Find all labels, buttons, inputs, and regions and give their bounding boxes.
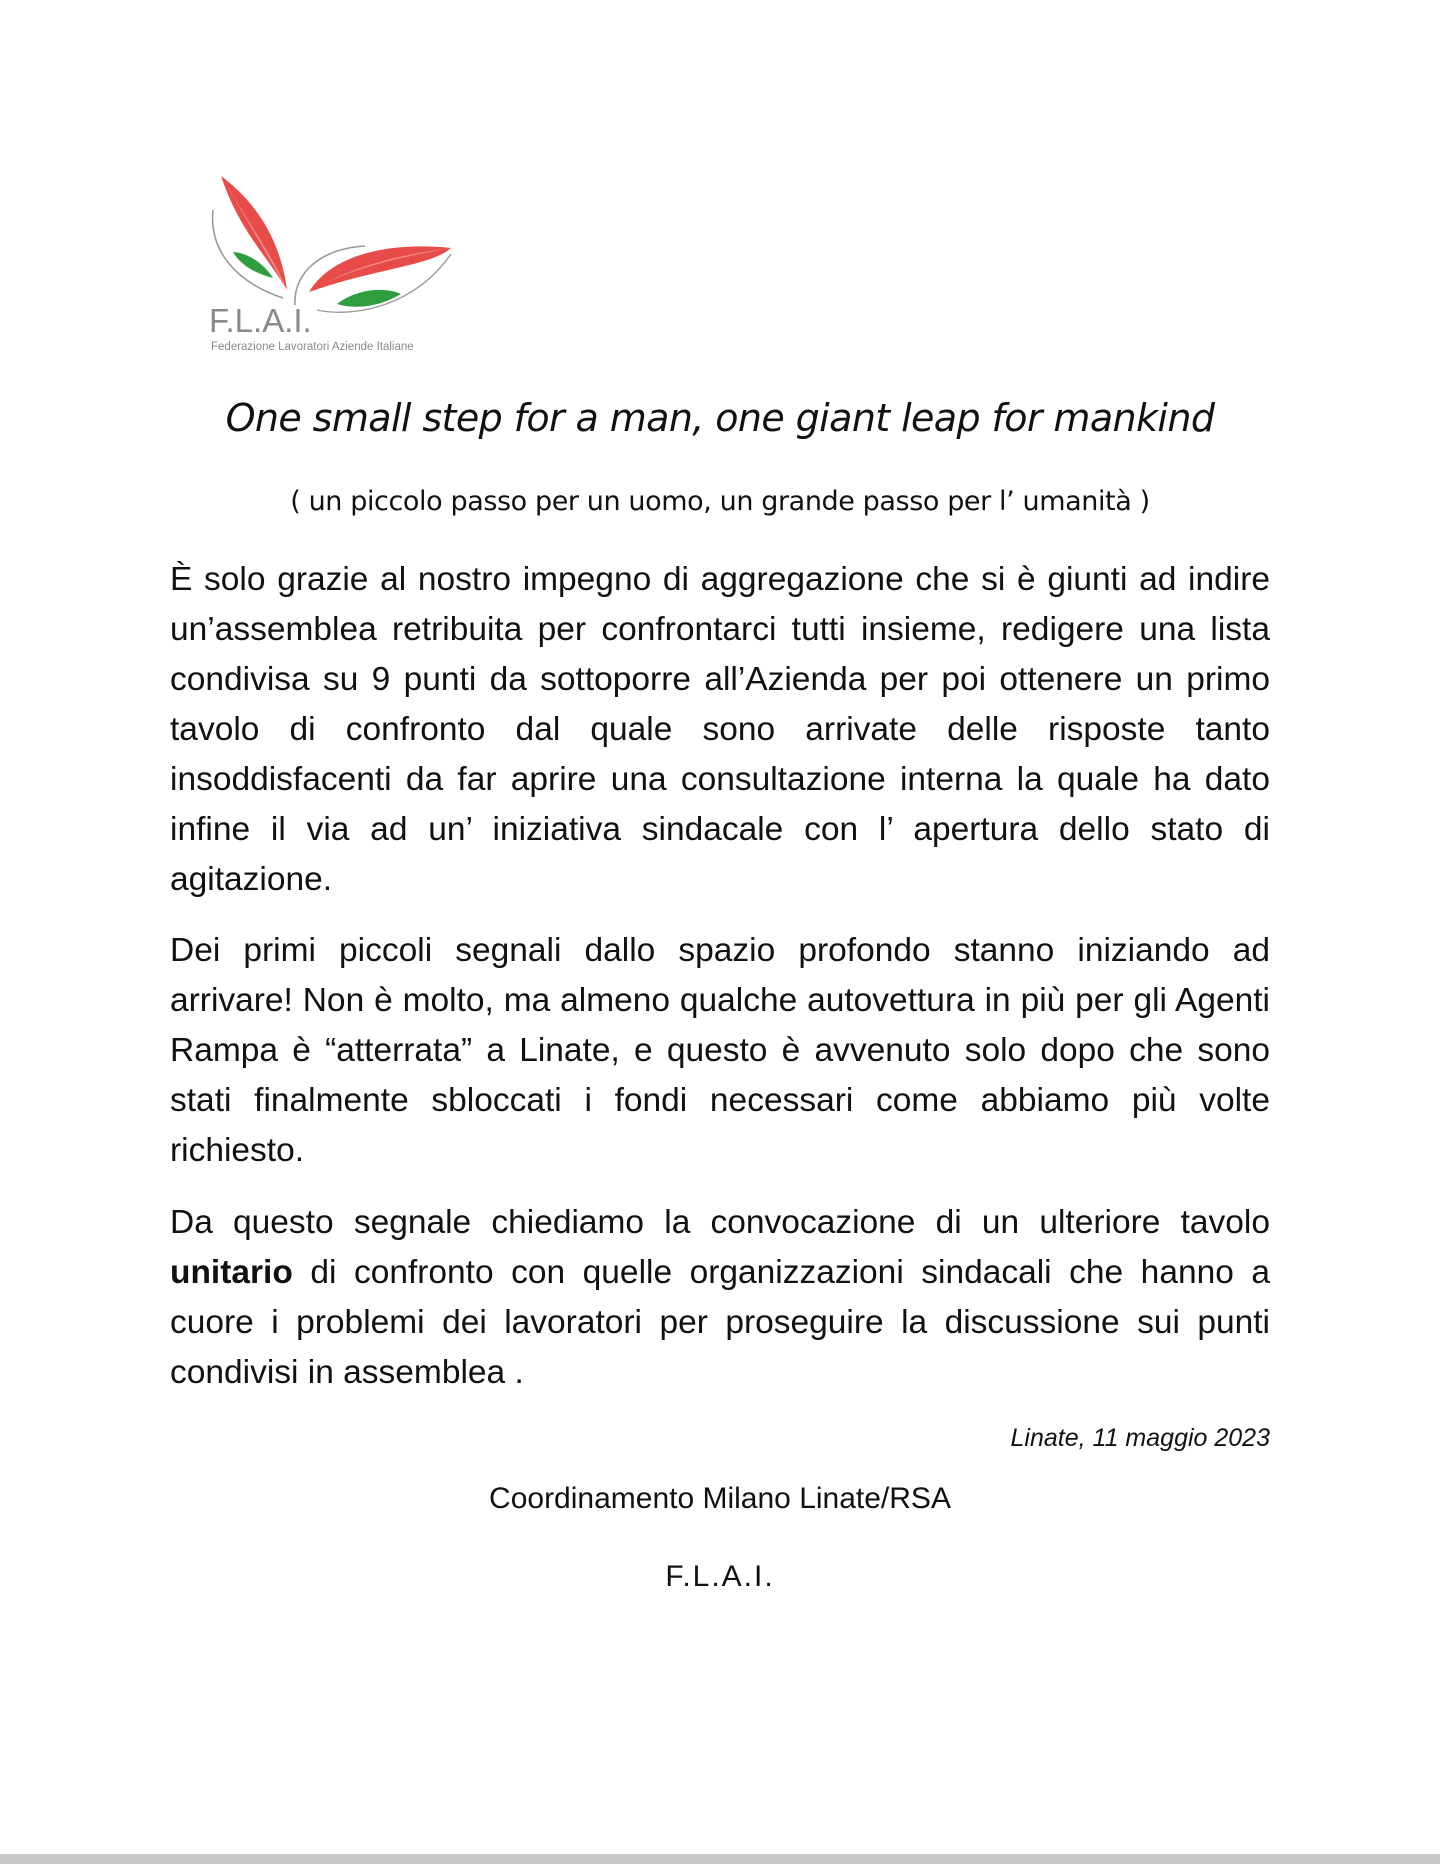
quote-title: One small step for a man, one giant leap for mankind bbox=[225, 396, 1215, 440]
logo-left-red-wing bbox=[221, 176, 287, 290]
date-line: Linate, 11 maggio 2023 bbox=[1010, 1424, 1270, 1452]
bottom-scroll-bar bbox=[0, 1854, 1440, 1864]
paragraph-3-start: Da questo segnale chiediamo la convocazione di un ulteriore tavolo bbox=[170, 1204, 1270, 1241]
signature-organization: F.L.A.I. bbox=[665, 1560, 775, 1593]
paragraph-3-bold-word: unitario bbox=[170, 1254, 293, 1291]
paragraph-1: È solo grazie al nostro impegno di aggregazione che si è giunti ad indire un’assemblea retribuita per confrontarci tutti insieme, redigere una lista condivisa su 9 punti da sottoporre all’Azienda per poi ottenere un primo tavolo di confronto dal quale sono arrivate delle risposte tanto insoddisfacenti da far aprire una consultazione interna la quale ha dato infine il via ad un’ iniziativa sindacale con l’ apertura dello stato di agitazione. bbox=[170, 561, 1270, 898]
quote-translation: ( un piccolo passo per un uomo, un grande passo per l’ umanità ) bbox=[290, 486, 1150, 517]
logo-abbreviation: F.L.A.I. bbox=[209, 302, 312, 339]
paragraph-3 bbox=[170, 1198, 1270, 1398]
logo-full-name: Federazione Lavoratori Aziende Italiane bbox=[211, 341, 414, 353]
signature: Coordinamento Milano Linate/RSA bbox=[489, 1482, 951, 1515]
flai-logo bbox=[205, 170, 465, 360]
logo-right-green-wing bbox=[337, 290, 401, 307]
paragraph-2: Dei primi piccoli segnali dallo spazio profondo stanno iniziando ad arrivare! Non è molto, ma almeno qualche autovettura in più per gli Agenti Rampa è “atterrata” a Linate, e questo è avvenuto solo dopo che sono stati finalmente sbloccati i fondi necessari come abbiamo più volte richiesto. bbox=[170, 932, 1270, 1169]
paragraph-3-end: di confronto con quelle organizzazioni sindacali che hanno a cuore i problemi dei lavoratori per proseguire la discussione sui punti condivisi in assemblea . bbox=[170, 1254, 1270, 1391]
